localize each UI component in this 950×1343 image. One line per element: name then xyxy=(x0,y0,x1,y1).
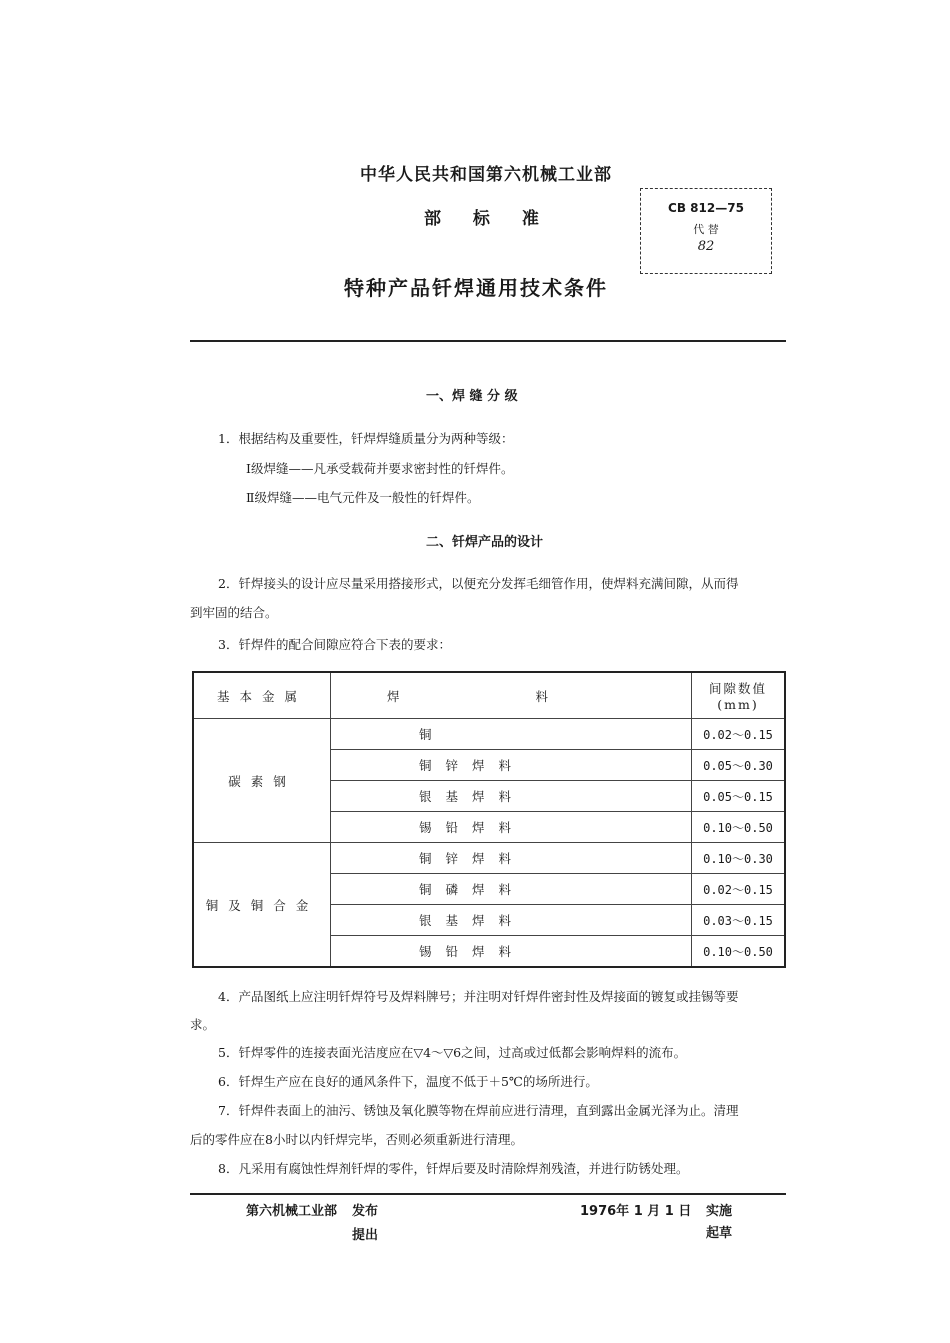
item-7-line2: 后的零件应在8小时以内钎焊完毕，否则必须重新进行清理。 xyxy=(190,1132,523,1147)
drafted-label: 起草 xyxy=(706,1226,733,1241)
section-2-title: 二、钎焊产品的设计 xyxy=(426,535,544,550)
item-4-line2: 求。 xyxy=(190,1017,216,1032)
standard-type: 部 标 准 xyxy=(424,209,539,229)
gap-cell: 0.10～0.30 xyxy=(692,843,786,874)
item-3: 3．钎焊件的配合间隙应符合下表的要求： xyxy=(218,637,451,652)
item-5: 5．钎焊零件的连接表面光洁度应在▽4～▽6之间，过高或过低都会影响焊料的流布。 xyxy=(218,1045,687,1060)
metal-copper-alloy: 铜及铜合金 xyxy=(193,843,331,968)
item-2-line2: 到牢固的结合。 xyxy=(190,605,278,620)
item-2-line1: 2．钎焊接头的设计应尽量采用搭接形式，以便充分发挥毛细管作用，使焊料充满间隙，从而得 xyxy=(218,576,739,591)
issuer-name: 第六机械工业部 xyxy=(246,1204,338,1219)
solder-cell: 银基焊料 xyxy=(331,781,692,812)
gap-cell: 0.10～0.50 xyxy=(692,936,786,968)
gap-cell: 0.05～0.15 xyxy=(692,781,786,812)
solder-cell: 银基焊料 xyxy=(331,905,692,936)
solder-cell: 锡铅焊料 xyxy=(331,936,692,968)
item-4-line1: 4．产品图纸上应注明钎焊符号及焊料牌号；并注明对钎焊件密封性及焊接面的镀复或挂锡等要 xyxy=(218,989,739,1004)
item-7-line1: 7．钎焊件表面上的油污、锈蚀及氧化膜等物在焊前应进行清理，直到露出金属光泽为止。清理 xyxy=(218,1103,739,1118)
header-divider xyxy=(190,340,786,342)
item-1: 1．根据结构及重要性，钎焊焊缝质量分为两种等级： xyxy=(218,431,514,446)
item-6: 6．钎焊生产应在良好的通风条件下，温度不低于＋5℃的场所进行。 xyxy=(218,1074,598,1089)
effective-date: 1976年 1 月 1 日 xyxy=(580,1204,692,1219)
gap-cell: 0.05～0.30 xyxy=(692,750,786,781)
replaces-number: 82 xyxy=(697,239,715,254)
solder-cell: 铜 xyxy=(331,719,692,750)
gap-spec-table xyxy=(192,671,786,968)
grade-2: Ⅱ级焊缝——电气元件及一般性的钎焊件。 xyxy=(246,490,480,505)
document-title: 特种产品钎焊通用技术条件 xyxy=(344,276,608,300)
solder-cell: 铜锌焊料 xyxy=(331,843,692,874)
solder-cell: 锡铅焊料 xyxy=(331,812,692,843)
gap-cell: 0.03～0.15 xyxy=(692,905,786,936)
replaces-label: 代 替 xyxy=(693,223,719,236)
grade-1: Ⅰ级焊缝——凡承受载荷并要求密封性的钎焊件。 xyxy=(246,461,514,476)
solder-cell: 铜磷焊料 xyxy=(331,874,692,905)
ministry-name: 中华人民共和国第六机械工业部 xyxy=(360,165,612,185)
item-8: 8．凡采用有腐蚀性焊剂钎焊的零件，钎焊后要及时清除焊剂残渣，并进行防锈处理。 xyxy=(218,1161,689,1176)
solder-cell: 铜锌焊料 xyxy=(331,750,692,781)
section-1-title: 一、焊 缝 分 级 xyxy=(426,389,518,404)
gap-cell: 0.10～0.50 xyxy=(692,812,786,843)
table-row xyxy=(193,843,785,874)
issue-label: 发布 xyxy=(352,1204,379,1219)
metal-carbon-steel: 碳素钢 xyxy=(193,719,331,843)
header-gap: 间隙数值(mm) xyxy=(692,672,786,719)
header-solder xyxy=(331,672,692,719)
table-header-row xyxy=(193,672,785,719)
table-row xyxy=(193,719,785,750)
footer-divider xyxy=(190,1193,786,1195)
proposed-label: 提出 xyxy=(352,1228,379,1243)
standard-code: CB 812—75 xyxy=(668,201,744,215)
gap-cell: 0.02～0.15 xyxy=(692,874,786,905)
standard-code-box xyxy=(640,188,772,274)
header-solder-left: 焊 xyxy=(387,688,400,704)
gap-cell: 0.02～0.15 xyxy=(692,719,786,750)
header-metal: 基本金属 xyxy=(193,672,331,719)
header-solder-right: 料 xyxy=(535,688,549,704)
effective-label: 实施 xyxy=(706,1204,733,1219)
